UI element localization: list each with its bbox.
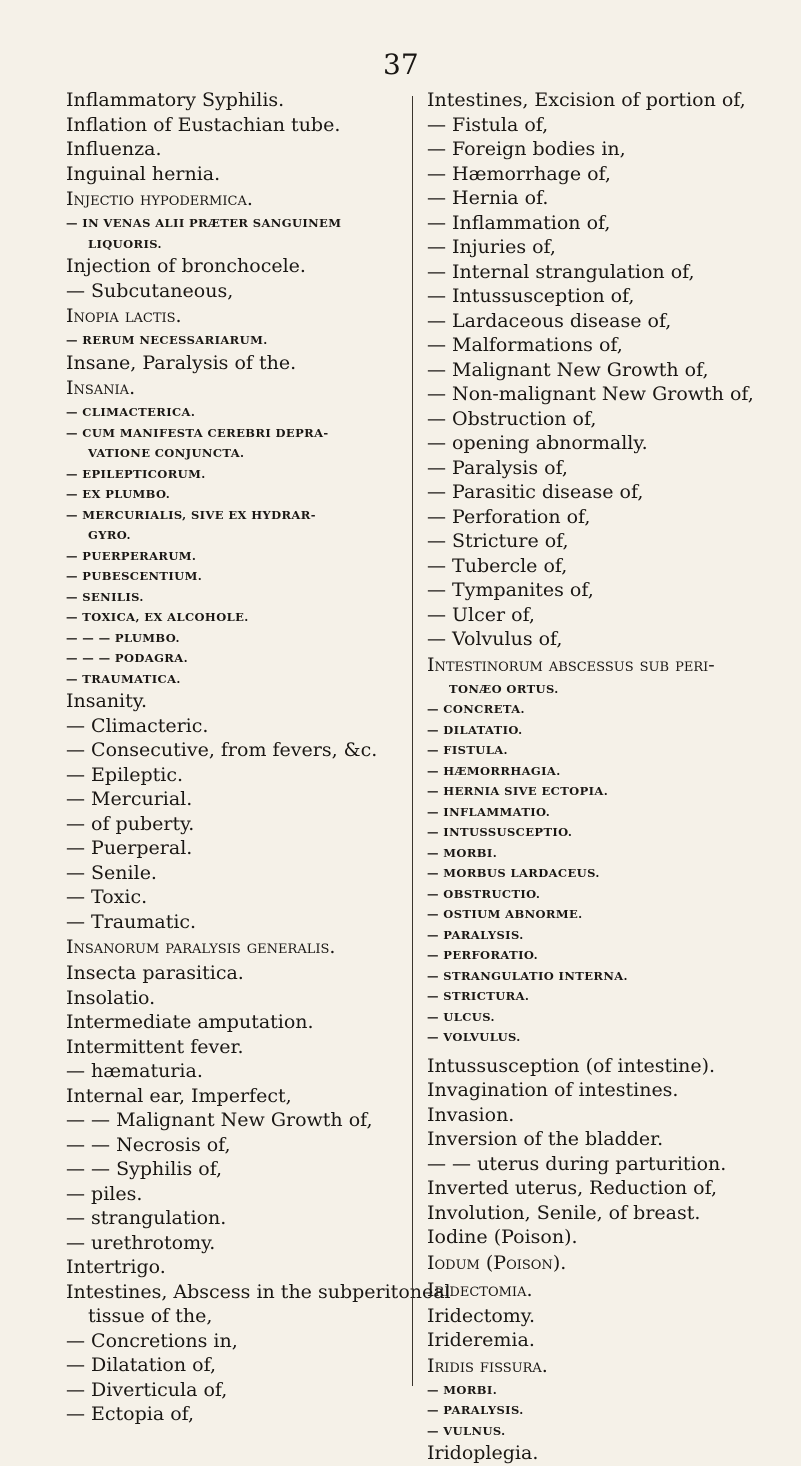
index-entry: — Diverticula of, [66,1378,228,1401]
index-entry: — Ectopia of, [66,1403,195,1425]
index-entry: Inflammatory Syphilis. [66,89,285,111]
index-entry: Intestinorum abscessus sub peri- [427,653,715,676]
index-entry: — Tympanites of, [427,579,594,601]
index-entry: — Consecutive, from fevers, &c. [66,739,378,761]
index-entry: TONÆO ORTUS. [449,681,559,696]
index-entry: Intussusception (of intestine). [427,1054,716,1077]
index-entry: — Ulcer of, [427,603,535,626]
index-entry: — TRAUMATICA. [66,671,181,686]
index-entry: Insania. [66,377,136,399]
index-entry: — STRICTURA. [427,989,530,1003]
index-entry: Invasion. [427,1103,515,1126]
index-entry: — — Necrosis of, [66,1133,231,1156]
index-entry: — VOLVULUS. [427,1030,521,1044]
index-entry: Irideremia. [427,1329,535,1351]
index-entry: — MORBI. [427,845,498,860]
index-entry: Intermittent fever. [66,1035,244,1058]
index-entry: GYRO. [88,528,131,542]
index-entry: — Internal strangulation of, [427,260,695,283]
index-entry: — Malformations of, [427,334,623,356]
index-entry: Internal ear, Imperfect, [66,1084,292,1107]
index-entry: Involution, Senile, of breast. [427,1201,701,1224]
index-entry: Influenza. [66,138,162,160]
index-entry: LIQUORIS. [88,236,162,251]
index-entry: — Paralysis of, [427,456,568,479]
index-column-left [66,88,451,1427]
index-entry: — OSTIUM ABNORME. [427,907,583,921]
index-entry: — PERFORATIO. [427,948,538,962]
index-entry: Injectio hypodermica. [66,188,253,210]
index-entry: — Concretions in, [66,1329,238,1352]
index-entry: Inflation of Eustachian tube. [66,113,341,136]
index-entry: Iridectomia. [427,1278,533,1301]
index-entry: — Lardaceous disease of, [427,309,672,332]
index-entry: — Dilatation of, [66,1354,216,1376]
index-entry: — CLIMACTERICA. [66,405,196,419]
index-entry: — opening abnormally. [427,432,648,454]
index-entry: Iodum (Poison). [427,1251,567,1274]
index-entry: Iridoplegia. [427,1442,539,1464]
index-entry: — MORBI. [427,1382,498,1397]
index-entry: Intestines, Excision of portion of, [427,89,746,111]
index-entry: Insecta parasitica. [66,962,244,984]
index-entry: Iridis fissura. [427,1354,548,1377]
index-entry: — PUERPERARUM. [66,548,197,563]
index-entry: — OBSTRUCTIO. [427,886,541,901]
index-entry: — Foreign bodies in, [427,138,626,160]
page-number: 37 [383,48,419,81]
index-entry: — piles. [66,1182,143,1205]
index-entry: — — uterus during parturition. [427,1152,727,1175]
index-entry: Invagination of intestines. [427,1079,679,1101]
index-entry: — Inflammation of, [427,211,611,234]
index-entry: Injection of bronchocele. [66,255,306,277]
index-entry: — Parasitic disease of, [427,481,644,503]
index-entry: — Volvulus of, [427,628,563,650]
index-entry: — EPILEPTICORUM. [66,466,206,481]
index-entry: — Climacteric. [66,714,209,737]
index-entry: — PARALYSIS. [427,927,524,942]
index-entry: — Stricture of, [427,530,569,552]
index-entry: — Perforation of, [427,505,591,528]
index-entry: Inversion of the bladder. [427,1128,664,1150]
index-entry: Insanorum paralysis generalis. [66,936,336,958]
index-entry: — INTUSSUSCEPTIO. [427,825,573,839]
column-divider [412,96,413,1386]
index-entry: — Mercurial. [66,788,193,810]
index-entry: — Intussusception of, [427,285,635,307]
index-entry: Iridectomy. [427,1304,536,1327]
index-entry: VATIONE CONJUNCTA. [88,446,245,460]
index-entry: — HÆMORRHAGIA. [427,763,561,778]
index-entry: — — Malignant New Growth of, [66,1109,373,1131]
index-entry: — INFLAMMATIO. [427,804,551,819]
index-entry: — EX PLUMBO. [66,487,171,501]
index-entry: — CUM MANIFESTA CEREBRI DEPRA- [66,425,329,440]
index-entry: — IN VENAS ALII PRÆTER SANGUINEM [66,216,342,230]
index-entry: — of puberty. [66,812,195,835]
index-entry: Insanity. [66,690,148,712]
index-entry: — Epileptic. [66,763,184,786]
index-entry: Intertrigo. [66,1256,166,1278]
index-entry: — Tubercle of, [427,554,568,577]
index-entry: Intestines, Abscess in the subperitoneal [66,1280,451,1303]
index-entry: — Senile. [66,861,157,884]
index-entry: — Hæmorrhage of, [427,162,611,185]
index-entry: Insolatio. [66,986,156,1009]
index-entry: — PARALYSIS. [427,1403,524,1417]
index-entry: — — — PLUMBO. [66,630,180,645]
index-entry: — VULNUS. [427,1423,506,1438]
index-entry: — RERUM NECESSARIARUM. [66,333,268,347]
index-entry: Inopia lactis. [66,305,182,327]
index-entry: — STRANGULATIO INTERNA. [427,968,628,983]
index-entry: Inverted uterus, Reduction of, [427,1177,718,1199]
index-entry: — — Syphilis of, [66,1158,223,1180]
index-entry: — PUBESCENTIUM. [66,569,203,583]
index-entry: Intermediate amputation. [66,1011,314,1033]
index-entry: Inguinal hernia. [66,162,221,185]
index-entry: — FISTULA. [427,743,508,757]
index-entry: — DILATATIO. [427,722,523,737]
index-entry: — Subcutaneous, [66,279,234,302]
index-entry: — Hernia of. [427,187,549,209]
index-entry: — hæmaturia. [66,1060,203,1082]
index-entry: — MERCURIALIS, SIVE EX HYDRAR- [66,507,316,522]
index-entry: — Obstruction of, [427,407,597,430]
index-entry: — Puerperal. [66,837,193,859]
index-entry: — Traumatic. [66,910,197,933]
index-entry: — Fistula of, [427,113,549,136]
index-entry: — urethrotomy. [66,1231,216,1254]
index-entry: tissue of the, [88,1305,213,1327]
index-entry: — Non-malignant New Growth of, [427,383,754,405]
index-entry: — SENILIS. [66,589,144,604]
index-entry: — Injuries of, [427,236,556,258]
index-entry: — ULCUS. [427,1009,495,1024]
index-entry: — TOXICA, EX ALCOHOLE. [66,610,249,624]
index-entry: — MORBUS LARDACEUS. [427,866,600,880]
index-entry: — Malignant New Growth of, [427,358,709,381]
index-column-right [427,88,772,1466]
index-entry: — strangulation. [66,1207,227,1229]
index-entry: — — — PODAGRA. [66,651,188,665]
index-entry: — Toxic. [66,886,148,908]
index-entry: — CONCRETA. [427,702,525,716]
index-entry: Insane, Paralysis of the. [66,351,297,374]
index-entry: Iodine (Poison). [427,1226,578,1248]
index-entry: — HERNIA SIVE ECTOPIA. [427,784,609,798]
